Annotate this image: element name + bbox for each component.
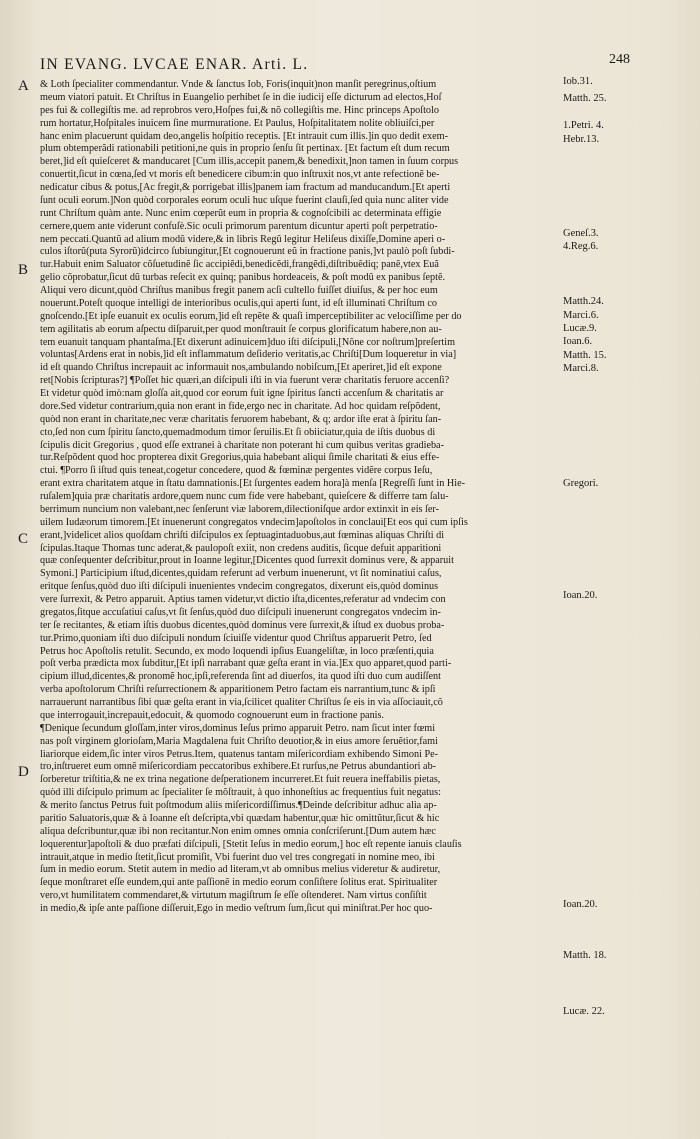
text-line: vere ſurrexit, & Petro apparuit. Aptius tamen videtur,vt dictio iſta,dicentes,referatur ad vndecim con xyxy=(40,594,446,605)
text-line: intrauit,atque in medio ſtetit,ſicut promiſit, Vbi fuerint duo vel tres congregati in nomine meo, ibi xyxy=(40,851,435,863)
commentary-text xyxy=(40,79,560,916)
text-line: quæ conſequenter deſcribitur,prout in Ioanne legitur,[Dicentes quod ſurrexit dominus vere, & apparuit xyxy=(40,555,454,567)
section-letter-b: B xyxy=(18,262,29,278)
text-line: ret[Nobis ſcripturas?] ¶Poſſet hic quæri,an diſcipuli iſti in via fuerunt veræ charitatis feruore accenſi? xyxy=(40,375,450,387)
margin-note: Marci.8. xyxy=(563,363,599,374)
text-line: tro,inſtrueret eum omnẽ miſericordiam peccatoribus exhibere.Et rurſus,ne Petrus abundantiori ab- xyxy=(40,761,437,773)
text-line: ter ſe recitantes, & etiam iſtis duobus dicentes,quòd dominus vere ſurrexit,& iſtud ex duobus proba- xyxy=(40,619,445,631)
text-line: erant,]videlicet alios quoſdam chriſti diſcipulos ex ſeptuagintaduobus,aut fœminas aliquas Chriſti di xyxy=(40,529,445,541)
text-line: erant extra charitatem atque in ſtatu damnationis.[Et ſurgentes eadem hora]à menſa [Regreſſi ſunt in Hie- xyxy=(40,478,465,490)
text-line: liariorque eidem,ſic inter viros Petrus.Item, quatenus tantam miſericordiam exhibendo Simoni Pe- xyxy=(40,748,439,760)
text-line: ¶Denique ſecundum gloſſam,inter viros,dominus Ieſus primo apparuit Petro. nam ſicut inter fœmi xyxy=(40,722,436,734)
text-line: que interrogauit,increpauit,edocuit, & quomodo cognouerunt eum in fractione panis. xyxy=(40,709,385,721)
text-line: uilem Iudæorum timorem.[Et inuenerunt congregatos vndecim]apoſtolos in conclaui[Et eos qui cum ipſis xyxy=(40,516,468,528)
section-letter-d: D xyxy=(18,764,29,780)
text-line: runt Chriſtum quàm ante. Nunc enim cœperũt eum in propria & cognoſcibili ac determinata effigie xyxy=(40,207,442,219)
margin-note: Matth.24. xyxy=(563,296,604,307)
text-line: meum viatori patuit. Et Chriſtus in Euangelio perhibet ſe in die iudicij eſſe dicturum ad electos,Hoſ xyxy=(40,91,442,103)
text-line: quòd non erant in charitate,nec veræ charitatis feruorem habebant, & q; ardor iſte erat à ſpiritu ſan- xyxy=(40,413,442,425)
text-line: gregatos,ſitque accuſatiui caſus,vt ſit ſenſus,quòd duo diſcipuli inuenerunt congregatos vndecim in- xyxy=(40,606,441,618)
text-line: ſcipulis dicit Gregorius , quod eſſe extranei à charitate non poterant hi cum quibus veritas gradieba- xyxy=(40,439,444,451)
text-line: Symoni.] Participium iſtud,dicentes,quidam referunt ad verbum inuenerunt, vt ſit nominatiui caſus, xyxy=(40,568,442,580)
text-line: pes fui & collegiſtis me. ad reprobros vero,Hoſpes fui,& nõ collegiſtis me. Hinc princeps Apoſtolo xyxy=(40,104,439,116)
text-line: Aliqui vero dicunt,quòd Chriſtus manibus fregit panem acſi cultello fuiſſet diuiſus, & per hoc eum xyxy=(40,285,438,296)
margin-note: Iob.31. xyxy=(563,76,593,87)
text-line: ſcipulas.Itaque Thomas tunc aderat,& paulopoſt exiit, non credens auditis, ſicque defuit apparitioni xyxy=(40,542,442,554)
text-line: cernere,quem ante viderunt confuſè.Sic oculi primorum parentum dicuntur aperti poſt perpetratio- xyxy=(40,220,438,232)
text-line: loquerentur]apoſtoli & duo præfati diſcipuli, [Stetit Ieſus in medio eorum,] hoc eſt repente ianuis clauſis xyxy=(40,838,462,850)
section-letter-c: C xyxy=(18,531,29,547)
margin-note: Hebr.13. xyxy=(563,134,600,145)
text-line: tur.Reſpõdent quod hoc propterea dixit Gregorius,quia habebant aliqui ſimile charitati & eius effe- xyxy=(40,452,440,464)
text-line: in medio,& ipſe ante paſſione diſſeruit,Ego in medio veſtrum ſum,ſicut qui miniſtrat.Per hoc quo- xyxy=(40,903,433,914)
margin-note: Lucæ. 22. xyxy=(563,1006,605,1017)
text-line: tur.Habuit enim Saluator cõſuetudinẽ ſic accipiẽdi,benedicẽdi,frangẽdi,diſtribuẽdiq; panẽ,vtex Euã xyxy=(40,259,439,271)
text-line: voluntas[Ardens erat in nobis,]id eſt inflammatum deſiderio veritatis,ac Chriſti[Dum loqueretur in via] xyxy=(40,349,457,361)
text-line: tem euanuit tanquam phantaſma.[Et dixerunt adinuicem]duo iſti diſcipuli,[Nõne cor noſtrum]preſertim xyxy=(40,336,456,348)
text-line: narrauerunt narrantibus ſibi quæ geſta erant in via,ſcilicet qualiter Chriſtus ſe eis in via aſſociauit,cõ xyxy=(40,697,443,708)
text-line: verba apoſtolorum Chriſti reſurrectionem & apparitionem Petro factam eis narrantium,tunc & ipſi xyxy=(40,684,436,696)
margin-note: Ioan.20. xyxy=(563,899,598,910)
text-line: & merito ſanctus Petrus fuit poſtmodum aliis miſericordiſſimus.¶Deinde deſcribitur adhuc alia ap- xyxy=(40,800,437,811)
text-line: plum obtemperãdi rationabili petitioni,ne quis in proprio ſenſu ſit pertinax. [Et factum eſt dum recum xyxy=(40,143,450,155)
page-number: 248 xyxy=(609,52,630,67)
text-line: eritque ſenſus,quòd duo iſti diſcipuli inuenientes vndecim congregatos, dixerunt eis,quòd dominus xyxy=(40,581,439,593)
margin-note: Matth. 15. xyxy=(563,350,607,361)
text-line: tur.Primo,quoniam iſti duo diſcipuli nondum ſciuiſſe videntur quod Chriſtus apparuerit Petro, ſed xyxy=(40,632,432,644)
text-line: vero,vt humilitatem commendaret,& virtutum magiſtrum ſe eſſe oſtenderet. Nam virtus conſiſtit xyxy=(40,890,427,902)
text-line: rum hortatur,Hoſpitales inuicem ſine murmuratione. Et Paulus, Hoſpitalitatem nolite obliuiſci,per xyxy=(40,117,435,129)
margin-note: 1.Petri. 4. xyxy=(563,120,604,131)
text-line: cto,ſed non cum ſpiritu ſancto,quemadmodum timor ſeruilis.Et ſi obiiciatur,quia de iſtis duobus di xyxy=(40,426,436,438)
text-line: conuertit,ſicut in cœna,ſed vt moris eſt benedicere cibum:in quo inſtruxit nos,vt ante refectionẽ be- xyxy=(40,169,440,181)
text-line: id eſt quando Chriſtus increpauit ac informauit nos,ambulando nobiſcum,[Et aperiret,]id eſt expone xyxy=(40,362,442,374)
text-line: cipium illud,dicentes,& pronomẽ hoc,ipſi,referenda ſint ad diuerſos, ita quod iſti duo cum audiſſent xyxy=(40,671,441,683)
text-line: tem agilitatis ab eorum aſpectu diſparuit,per quod monſtrauit ſe corpus glorificatum habere,non au- xyxy=(40,323,442,335)
section-letter-a: A xyxy=(18,78,29,94)
text-line: beret,]id eſt quieſceret & manducaret [Cum illis,accepit panem,& benedixit,]non tamen in ſuum corpus xyxy=(40,156,459,168)
text-line: ruſalem]quia præ charitatis ardore,quem nunc cum fide vere habebant, quieſcere & differre tam ſalu- xyxy=(40,491,449,502)
text-line: & Loth ſpecialiter commendantur. Vnde & ſanctus Iob, Foris(inquit)non manſit peregrinus,oſtium xyxy=(40,79,437,90)
text-line: ſum in medio eorum. Stetit autem in medio ad literam,vt ab omnibus melius videretur & audiretur, xyxy=(40,864,441,876)
text-line: ſeque monſtraret eſſe eundem,qui ante paſſionẽ in medio eorum conſiſtere ſolitus erat. Spiritualiter xyxy=(40,877,438,889)
text-line: nas poſt virginem glorioſam,Maria Magdalena fuit Chriſto deuotior,& in eius amore ſeruẽtior,fami xyxy=(40,735,438,747)
text-line: Petrus hoc Apoſtolis retulit. Secundo, ex modo loquendi ipſius Euangeliſtæ, in loco præſenti,quia xyxy=(40,645,434,657)
text-line: dore.Sed videtur contrarium,quia non erant in fide,ergo nec in charitate. Ad hoc quidam reſpõdent, xyxy=(40,400,441,412)
margin-note: Ioan.20. xyxy=(563,590,598,601)
text-line: aliqua deſcribuntur,quæ ibi non recitantur.Non enim omnes omnia conſcriſerunt.[Dum autem hæc xyxy=(40,825,436,837)
text-line: quòd illi diſcipulo primum ac ſpecialiter ſe mõſtrauit, à quo inhoneſtius ac frequentius fuit negatus: xyxy=(40,787,441,799)
text-line: nouerunt.Poteſt quoque intelligi de interioribus oculis,qui aperti ſunt, id eſt illuminati Chriſtum co xyxy=(40,297,437,309)
text-line: paritio Saluatoris,quæ & à Ioanne eſt deſcripta,vbi quædam habentur,quæ hic omittũtur,ſicut & hic xyxy=(40,812,440,824)
margin-note: Geneſ.3. xyxy=(563,228,599,239)
text-line: Et videtur quòd imò:nam gloſſa ait,quod cor eorum fuit igne ſpiritus ſancti accenſum & charitatis ar xyxy=(40,388,444,399)
margin-note: Ioan.6. xyxy=(563,336,593,347)
margin-note: Lucæ.9. xyxy=(563,323,597,334)
text-line: ſorberetur triſtitia,& ne ex trina negatione deſperationem incurreret.Et fuit reuera ineffabilis pietas, xyxy=(40,774,441,786)
text-line: gelio cõprobatur,ſicut dũ turbas reſecit ex quinq; panibus hordeaceis, & poſt modũ ex panibus ſeptẽ. xyxy=(40,272,446,284)
margin-note: 4.Reg.6. xyxy=(563,241,599,252)
running-title: IN EVANG. LVCAE ENAR. Arti. L. xyxy=(40,56,309,73)
margin-note: Marci.6. xyxy=(563,310,599,321)
text-line: nedicatur cibus & potus,[Ac fregit,& porrigebat illis]panem iam fractum ad manducandum.[Et aperti xyxy=(40,182,451,193)
text-line: culos iſtorũ(puta Syrorũ)idcirco ſubiungitur,[Et cognouerunt eũ in fractione panis,]vt paulò poſt ſubdi- xyxy=(40,246,455,258)
text-line: ſunt oculi eorum.]Non quòd corporales eorum oculi huc uſque fuerint clauſi,ſed quia nunc aliter vide xyxy=(40,194,449,206)
text-line: gnoſcendo.[Et ipſe euanuit ex oculis eorum,]id eſt repẽte & quaſi imperceptibiliter ac velociſſime per do xyxy=(40,310,462,322)
margin-note: Gregori. xyxy=(563,478,599,489)
text-line: hanc enim placuerunt quidam deo,angelis hoſpitio receptis. [Et intrauit cum illis.]in quo dedit exem- xyxy=(40,130,448,142)
page-header xyxy=(40,52,630,76)
text-line: ctui. ¶Porro ſi iſtud quis teneat,cogetur concedere, quod & fœminæ pergentes vidẽre corpus Ieſu, xyxy=(40,465,433,477)
margin-note: Matth. 25. xyxy=(563,93,607,104)
margin-note: Matth. 18. xyxy=(563,950,607,961)
text-line: berrimum nuncium non valebant,nec ſenſerunt viæ laborem,dilectioniſque ardor extinxit in eis ſer- xyxy=(40,503,439,515)
text-line: nem peccati.Quantũ ad alium modũ videre,& in libris Regũ legitur Heliſeus dixiſſe,Domine aperi o- xyxy=(40,233,446,245)
text-line: poſt verba prædicta mox ſubditur,[Et ipſi narrabant quæ geſta erant in via.]Ex quo apparet,quod parti- xyxy=(40,658,452,670)
